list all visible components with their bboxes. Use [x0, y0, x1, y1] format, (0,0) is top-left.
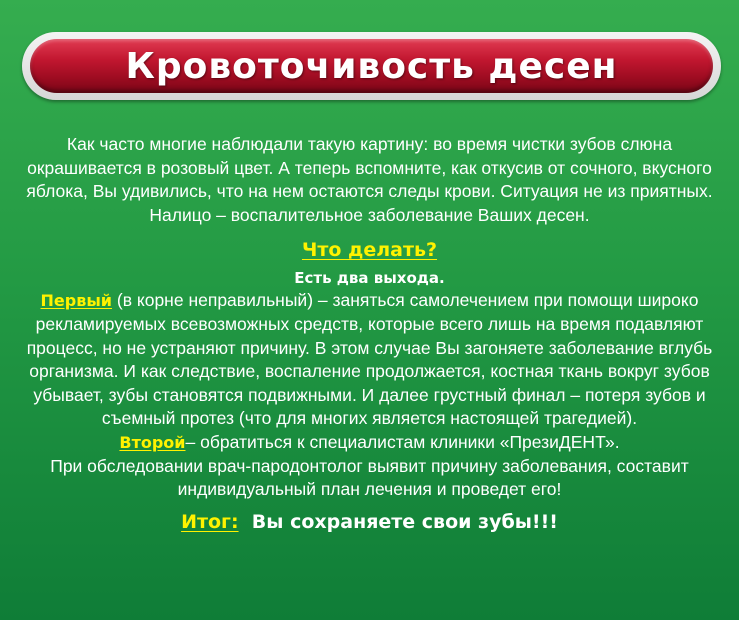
question-heading-wrap: [14, 227, 725, 263]
result-label: Итог:: [181, 510, 239, 533]
option-two-text: – обратиться к специалистам клиники «ПрезиДЕНТ».: [185, 431, 620, 452]
title-banner: [22, 32, 721, 100]
result-line: [14, 509, 725, 535]
option-one-text: (в корне неправильный) – заняться самолечением при помощи широко рекламируемых всевозможных средств, которые всего лишь на время подавляют процесс, но не устраняют причину. В этом случае Вы загоняете заболевание вглубь организма. И как следствие, воспаление продолжается, костная ткань вокруг зубов убывает, зубы становятся подвижными. И далее грустный финал – потеря зубов и съемный протез (что для многих является настоящей трагедией).: [26, 290, 713, 429]
option-one-paragraph: [14, 289, 725, 431]
option-two-label: Второй: [119, 432, 186, 452]
intro-paragraph: Как часто многие наблюдали такую картину: во время чистки зубов слюна окрашивается в розовый цвет. А теперь вспомните, как откусив от сочного, вкусного яблока, Вы удивились, что на нем остаются следы крови. Ситуация не из приятных. Налицо – воспалительное заболевание Ваших десен.: [26, 134, 713, 225]
result-text: Вы сохраняете свои зубы!!!: [251, 510, 558, 533]
article-body: [14, 133, 725, 535]
question-heading: Что делать?: [301, 239, 438, 262]
question-subheading: Есть два выхода.: [294, 269, 445, 288]
page-title: Кровоточивость десен: [125, 45, 618, 87]
option-two-details: При обследовании врач-пародонтолог выявит причину заболевания, составит индивидуальный план лечения и проведет его!: [50, 455, 689, 500]
option-two-paragraph: [14, 431, 725, 455]
title-banner-inner: [30, 39, 713, 93]
option-one-label: Первый: [40, 291, 113, 311]
